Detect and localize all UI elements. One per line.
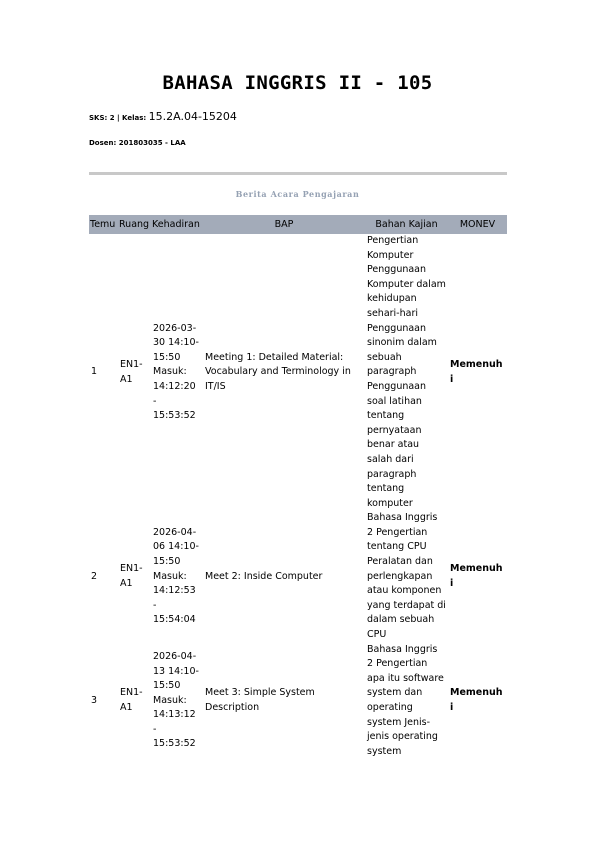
cell-temu: 2 xyxy=(91,570,98,582)
table-row xyxy=(89,511,507,642)
cell-kehadiran: 2026-04-13 14:10-15:50 Masuk: 14:13:12 - 15:53:52 xyxy=(153,650,199,750)
section-title: Berita Acara Pengajaran xyxy=(235,189,360,199)
header-divider xyxy=(89,172,507,175)
cell-kehadiran: 2026-04-06 14:10-15:50 Masuk: 14:12:53 - 15:54:04 xyxy=(153,526,199,626)
sks-label: SKS: 2 | Kelas: xyxy=(89,114,149,122)
table-header-row xyxy=(89,215,507,234)
cell-ruang: EN1-A1 xyxy=(120,359,143,385)
header-bap: BAP xyxy=(203,215,365,234)
cell-ruang: EN1-A1 xyxy=(120,563,143,589)
table-row xyxy=(89,234,507,511)
cell-bahan-kajian: Bahasa Inggris 2 Pengertian tentang CPU Peralatan dan perlengkapan atau komponen yang terdapat di dalam sebuah CPU xyxy=(367,512,446,641)
sks-kelas-line xyxy=(89,110,237,123)
dosen-line: Dosen: 201803035 - LAA xyxy=(89,139,186,147)
cell-temu: 1 xyxy=(91,366,98,378)
course-title: BAHASA INGGRIS II - 105 xyxy=(162,72,433,94)
cell-ruang: EN1-A1 xyxy=(120,687,143,713)
cell-monev: Memenuhi xyxy=(450,563,503,589)
header-temu: Temu xyxy=(89,215,118,234)
header-bahan-kajian: Bahan Kajian xyxy=(365,215,448,234)
table-row xyxy=(89,643,507,760)
cell-kehadiran: 2026-03-30 14:10-15:50 Masuk: 14:12:20 - 15:53:52 xyxy=(153,322,199,422)
kelas-value: 15.2A.04-15204 xyxy=(148,110,237,123)
header-ruang: Ruang xyxy=(118,215,151,234)
cell-bahan-kajian: Bahasa Inggris 2 Pengertian apa itu software system dan operating system Jenis-jenis operating system xyxy=(367,643,444,757)
cell-monev: Memenuhi xyxy=(450,687,503,713)
bap-table xyxy=(89,215,507,759)
cell-bap: Meet 2: Inside Computer xyxy=(205,570,323,582)
cell-bahan-kajian: Pengertian Komputer Penggunaan Komputer dalam kehidupan sehari-hari Penggunaan sinonim dalam sebuah paragraph Penggunaan soal latihan tentang pernyataan benar atau salah dari paragraph tentang komputer xyxy=(367,235,446,509)
header-monev: MONEV xyxy=(448,215,507,234)
header-kehadiran: Kehadiran xyxy=(151,215,203,234)
cell-bap: Meet 3: Simple System Description xyxy=(205,687,315,713)
cell-bap: Meeting 1: Detailed Material: Vocabulary and Terminology in IT/IS xyxy=(205,351,351,392)
cell-monev: Memenuhi xyxy=(450,359,503,385)
cell-temu: 3 xyxy=(91,694,98,706)
